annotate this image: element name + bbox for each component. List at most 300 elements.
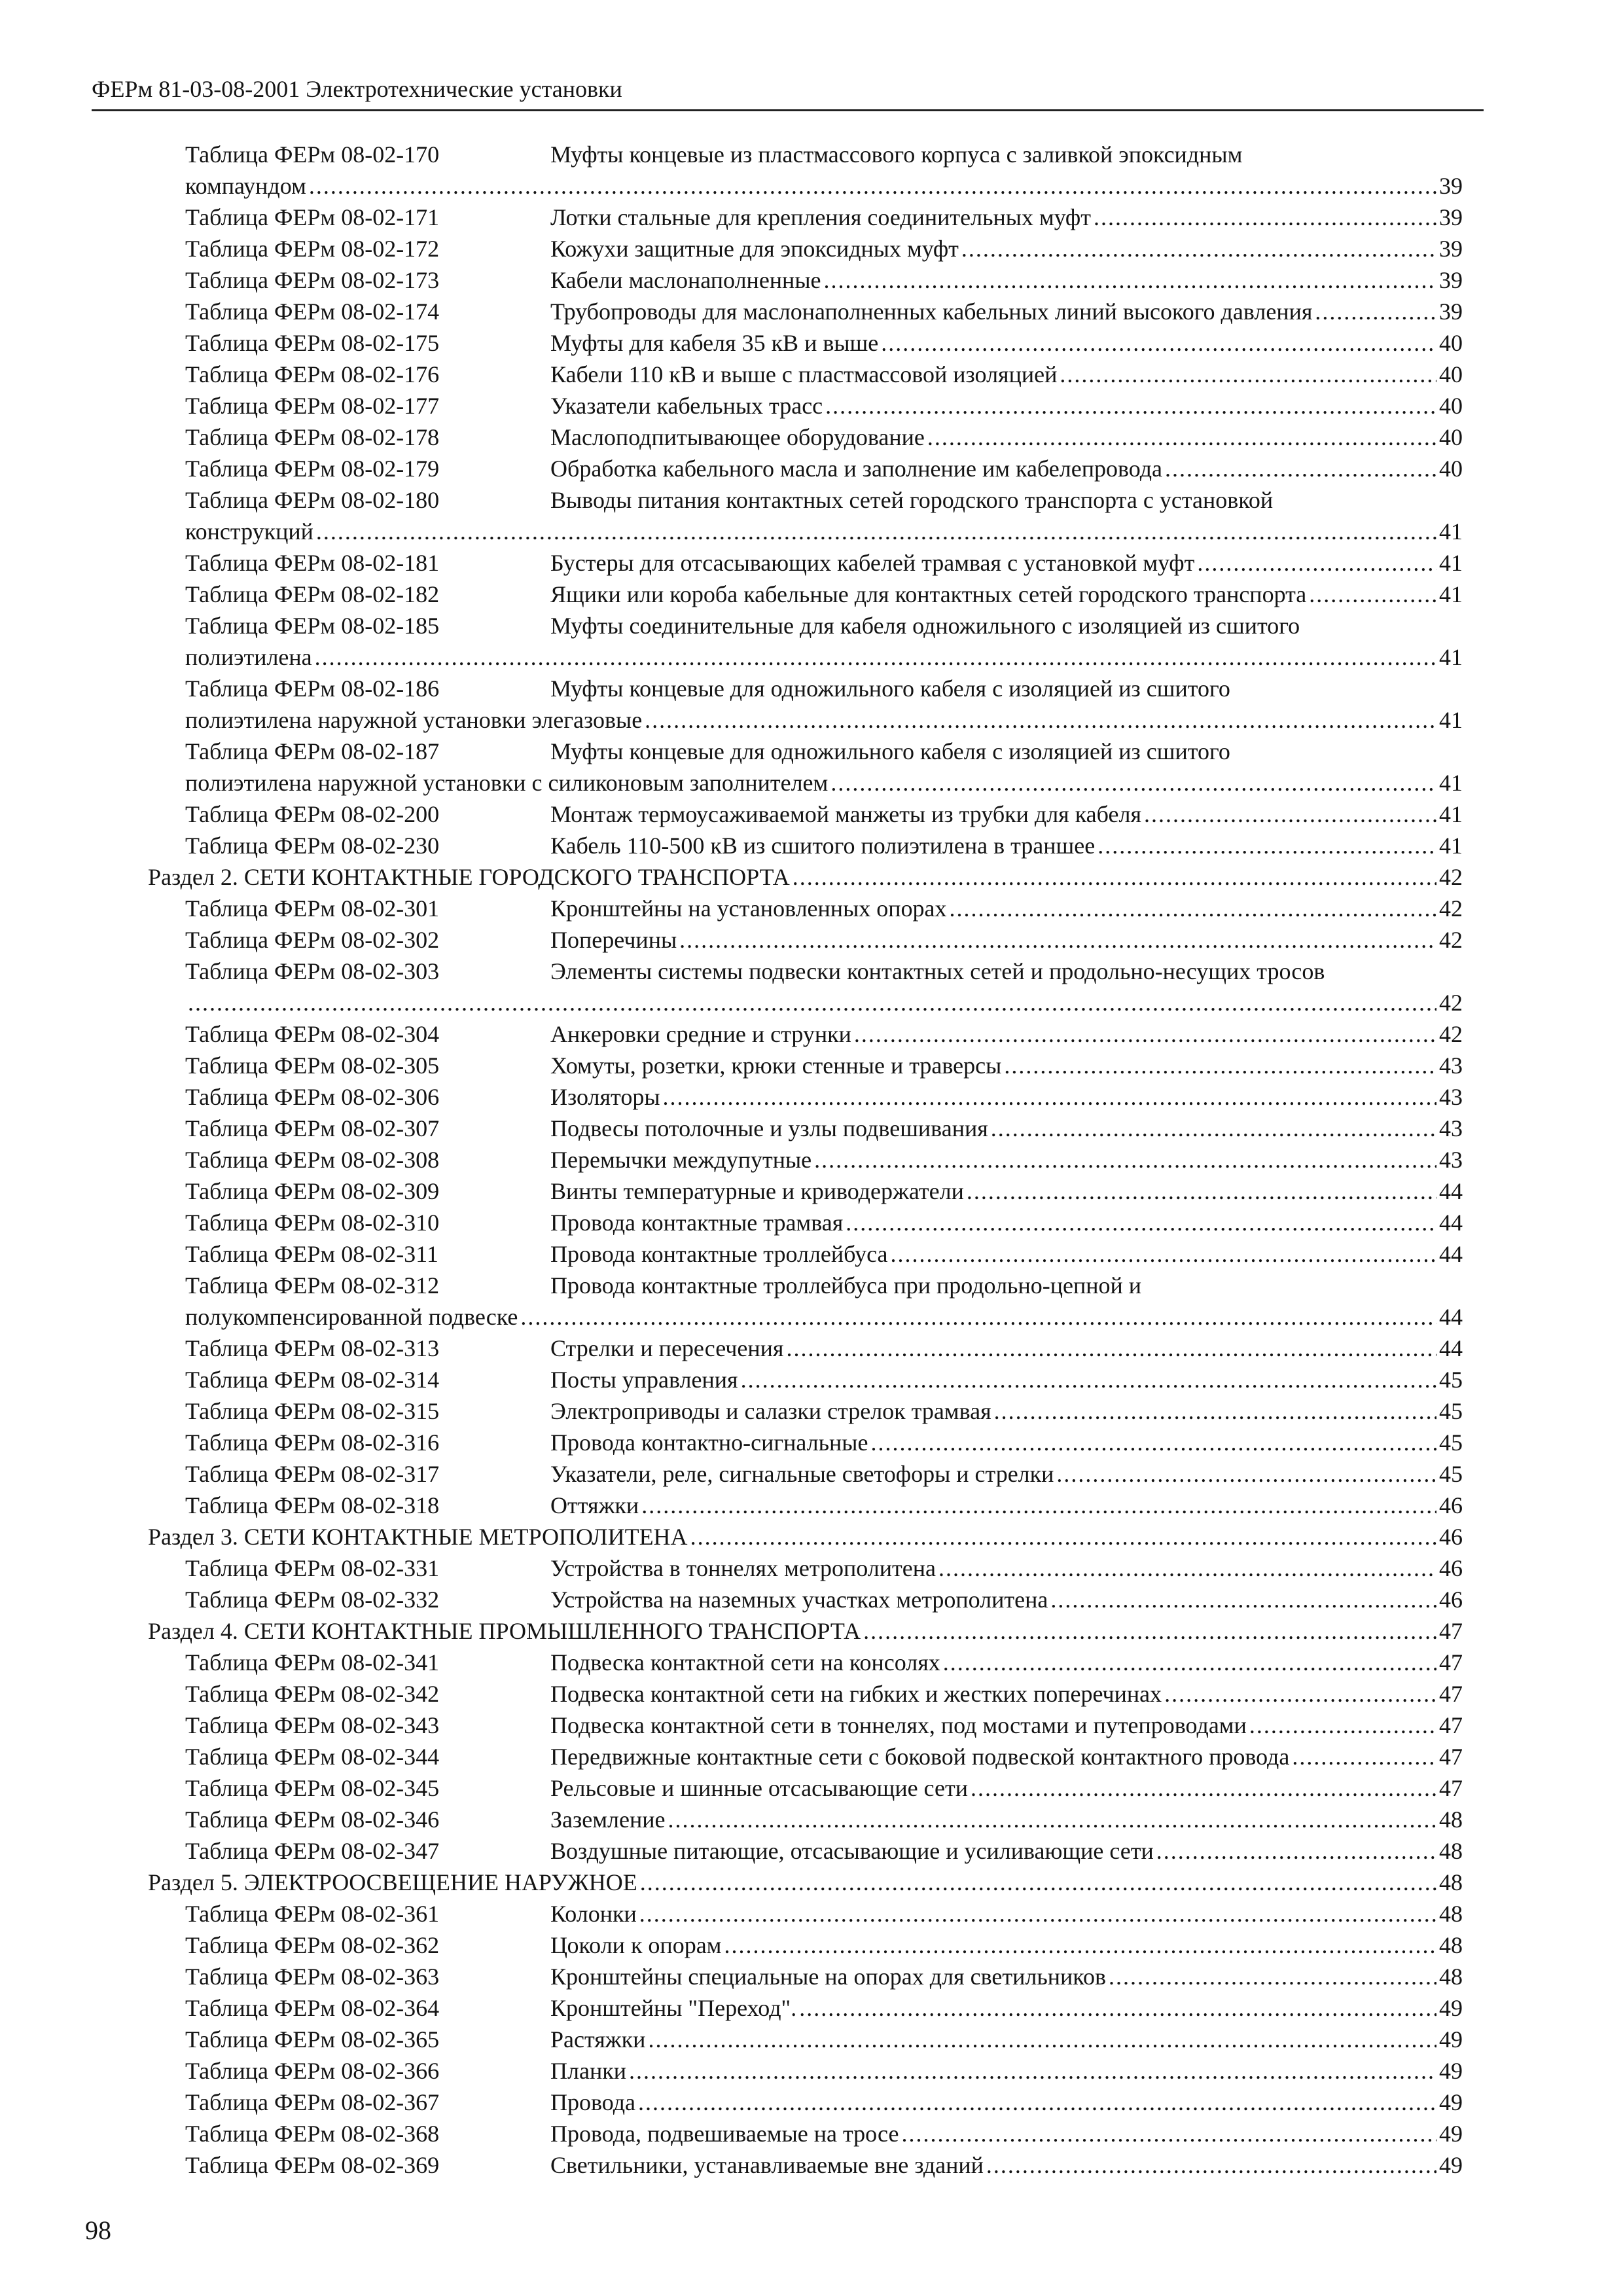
- toc-leader-line: [550, 579, 1463, 610]
- dot-leader: [1144, 798, 1436, 830]
- toc-table-code: Таблица ФЕРм 08-02-305: [185, 1052, 440, 1079]
- dot-leader: [309, 170, 1436, 202]
- toc-entry[interactable]: [0, 1050, 1623, 1081]
- toc-entry[interactable]: [0, 1144, 1623, 1175]
- toc-entry[interactable]: [0, 547, 1623, 579]
- dot-leader: [824, 264, 1437, 296]
- toc-page-number: 43: [1439, 1084, 1463, 1110]
- toc-entry[interactable]: [0, 1804, 1623, 1835]
- toc-leader-line: [550, 390, 1463, 422]
- toc-entry[interactable]: [0, 2055, 1623, 2087]
- toc-table-code: Таблица ФЕРм 08-02-179: [185, 456, 440, 482]
- toc-entry[interactable]: [0, 1458, 1623, 1490]
- toc-table-code: Таблица ФЕРм 08-02-185: [185, 613, 440, 639]
- toc-table-code: Таблица ФЕРм 08-02-331: [185, 1555, 440, 1581]
- toc-entry-title: Трубопроводы для маслонаполненных кабельных линий высокого давления: [550, 298, 1313, 325]
- toc-table-code: Таблица ФЕРм 08-02-343: [185, 1712, 440, 1738]
- toc-entry[interactable]: [0, 798, 1623, 830]
- toc-entry-continuation[interactable]: [0, 767, 1623, 798]
- toc-page-number: 40: [1439, 424, 1463, 450]
- dot-leader: [863, 1615, 1436, 1647]
- toc-table-code: Таблица ФЕРм 08-02-181: [185, 550, 440, 576]
- toc-page-number: 41: [1439, 801, 1463, 827]
- toc-page-number: 48: [1439, 1901, 1463, 1927]
- toc-entry-title: полиэтилена наружной установки с силиконовым заполнителем: [185, 770, 829, 796]
- dot-leader: [1315, 296, 1436, 327]
- toc-table-code: Таблица ФЕРм 08-02-171: [185, 204, 440, 230]
- toc-entry[interactable]: [0, 327, 1623, 359]
- toc-leader-line: [550, 264, 1463, 296]
- dot-leader: [994, 1395, 1436, 1427]
- toc-leader-line: [550, 1081, 1463, 1113]
- toc-leader-line: [550, 359, 1463, 390]
- toc-entry-title: Винты температурные и криводержатели: [550, 1178, 964, 1204]
- dot-leader: [1097, 830, 1436, 861]
- dot-leader: [846, 1207, 1436, 1238]
- toc-entry[interactable]: [0, 1081, 1623, 1113]
- dot-leader: [786, 1333, 1436, 1364]
- toc-page-number: 41: [1439, 518, 1463, 545]
- running-header: ФЕРм 81-03-08-2001 Электротехнические установки: [92, 76, 622, 102]
- toc-page-number: 48: [1439, 1838, 1463, 1864]
- toc-page-number: 45: [1439, 1398, 1463, 1424]
- dot-leader: [1004, 1050, 1436, 1081]
- toc-entry[interactable]: [0, 2024, 1623, 2055]
- toc-entry-title: Цоколи к опорам: [550, 1932, 722, 1958]
- toc-entry[interactable]: [0, 956, 1623, 987]
- dot-leader: [938, 1552, 1436, 1584]
- toc-entry-title: Маслоподпитывающее оборудование: [550, 424, 925, 450]
- toc-entry[interactable]: [0, 1552, 1623, 1584]
- toc-entry[interactable]: [0, 924, 1623, 956]
- toc-page-number: 46: [1439, 1492, 1463, 1518]
- toc-entry-title: Стрелки и пересечения: [550, 1335, 784, 1361]
- toc-entry-title: Подвесы потолочные и узлы подвешивания: [550, 1115, 988, 1141]
- toc-entry-title: Раздел 3. СЕТИ КОНТАКТНЫЕ МЕТРОПОЛИТЕНА: [148, 1524, 688, 1550]
- toc-table-code: Таблица ФЕРм 08-02-367: [185, 2089, 440, 2115]
- toc-entry-title: Рельсовые и шинные отсасывающие сети: [550, 1775, 969, 1801]
- toc-table-code: Таблица ФЕРм 08-02-311: [185, 1241, 438, 1267]
- toc-table-code: Таблица ФЕРм 08-02-332: [185, 1587, 440, 1613]
- toc-entry-title: Перемычки междупутные: [550, 1147, 812, 1173]
- toc-entry-title: Посты управления: [550, 1367, 738, 1393]
- toc-entry-title: Колонки: [550, 1901, 637, 1927]
- toc-entry-title: Устройства в тоннелях метрополитена: [550, 1555, 936, 1581]
- toc-entry[interactable]: [0, 202, 1623, 233]
- toc-table-code: Таблица ФЕРм 08-02-180: [185, 487, 440, 513]
- page-number: 98: [85, 2215, 111, 2245]
- toc-leader-line: [550, 233, 1463, 264]
- toc-table-code: Таблица ФЕРм 08-02-316: [185, 1429, 440, 1456]
- toc-page-number: 41: [1439, 770, 1463, 796]
- dot-leader: [316, 516, 1436, 547]
- toc-entry-title: полиэтилена: [185, 644, 312, 670]
- toc-entry[interactable]: [0, 1333, 1623, 1364]
- toc-leader-line: [550, 296, 1463, 327]
- toc-leader-line: [185, 516, 1463, 547]
- toc-page-number: 41: [1439, 581, 1463, 607]
- toc-page-number: 48: [1439, 1964, 1463, 1990]
- toc-entry-title: Планки: [550, 2058, 626, 2084]
- toc-page-number: 40: [1439, 361, 1463, 387]
- toc-entry[interactable]: [0, 2149, 1623, 2181]
- dot-leader: [799, 1992, 1436, 2024]
- toc-entry[interactable]: [0, 673, 1623, 704]
- toc-table-code: Таблица ФЕРм 08-02-364: [185, 1995, 440, 2021]
- toc-entry-title: Растяжки: [550, 2026, 646, 2053]
- toc-table-code: Таблица ФЕРм 08-02-170: [185, 141, 440, 168]
- toc-entry-title: Указатели, реле, сигнальные светофоры и стрелки: [550, 1461, 1054, 1487]
- dot-leader: [638, 2087, 1436, 2118]
- toc-page-number: 43: [1439, 1115, 1463, 1141]
- toc-entry[interactable]: [0, 1898, 1623, 1929]
- dot-leader: [1165, 453, 1436, 484]
- toc-leader-line: [550, 1333, 1463, 1364]
- dot-leader: [641, 1490, 1436, 1521]
- toc-leader-line: [550, 1238, 1463, 1270]
- toc-leader-line: [550, 1144, 1463, 1175]
- dot-leader: [927, 422, 1436, 453]
- toc-table-code: Таблица ФЕРм 08-02-306: [185, 1084, 440, 1110]
- toc-entry-title: Провода контактные троллейбуса: [550, 1241, 888, 1267]
- toc-entry-title: Светильники, устанавливаемые вне зданий: [550, 2152, 984, 2178]
- toc-leader-line: [550, 2024, 1463, 2055]
- toc-entry[interactable]: [0, 830, 1623, 861]
- toc-leader-line: [148, 1521, 1463, 1552]
- dot-leader: [640, 1867, 1436, 1898]
- toc-entry-title: Электроприводы и салазки стрелок трамвая: [550, 1398, 991, 1424]
- toc-entry[interactable]: [0, 579, 1623, 610]
- dot-leader: [1109, 1961, 1436, 1992]
- toc-leader-line: [550, 1678, 1463, 1710]
- toc-entry[interactable]: [0, 1992, 1623, 2024]
- toc-entry[interactable]: [0, 1427, 1623, 1458]
- toc-entry[interactable]: [0, 1772, 1623, 1804]
- dot-leader: [645, 704, 1436, 736]
- toc-entry-title: Ящики или короба кабельные для контактных сетей городского транспорта: [550, 581, 1307, 607]
- toc-leader-line: [550, 1961, 1463, 1992]
- toc-entry-title: Муфты концевые для одножильного кабеля с изоляцией из сшитого: [550, 675, 1230, 702]
- toc-entry-title: Воздушные питающие, отсасывающие и усиливающие сети: [550, 1838, 1154, 1864]
- toc-leader-line: [185, 704, 1463, 736]
- toc-table-code: Таблица ФЕРм 08-02-363: [185, 1964, 440, 1990]
- dot-leader: [881, 327, 1436, 359]
- toc-leader-line: [550, 1113, 1463, 1144]
- toc-leader-line: [550, 422, 1463, 453]
- toc-entry[interactable]: [0, 1584, 1623, 1615]
- toc-page-number: 44: [1439, 1335, 1463, 1361]
- dot-leader: [971, 1772, 1436, 1804]
- dot-leader: [890, 1238, 1436, 1270]
- dot-leader: [854, 1018, 1436, 1050]
- toc-leader-line: [550, 1741, 1463, 1772]
- toc-entry[interactable]: [0, 893, 1623, 924]
- toc-table-code: Таблица ФЕРм 08-02-346: [185, 1806, 440, 1833]
- toc-entry-continuation[interactable]: [0, 704, 1623, 736]
- toc-page-number: 41: [1439, 644, 1463, 670]
- toc-leader-line: [550, 1490, 1463, 1521]
- toc-leader-line: [550, 453, 1463, 484]
- toc-table-code: Таблица ФЕРм 08-02-342: [185, 1681, 440, 1707]
- toc-entry-title: Провода, подвешиваемые на тросе: [550, 2121, 899, 2147]
- toc-entry[interactable]: [0, 1490, 1623, 1521]
- toc-page-number: 46: [1439, 1524, 1463, 1550]
- toc-page-number: 44: [1439, 1304, 1463, 1330]
- toc-entry-title: Подвеска контактной сети в тоннелях, под мостами и путепроводами: [550, 1712, 1247, 1738]
- toc-entry[interactable]: [0, 1678, 1623, 1710]
- toc-entry-title: Подвеска контактной сети на гибких и жестких поперечинах: [550, 1681, 1162, 1707]
- toc-entry[interactable]: [0, 1270, 1623, 1301]
- toc-page-number: 40: [1439, 456, 1463, 482]
- toc-entry-title: Провода контактные трамвая: [550, 1210, 844, 1236]
- toc-entry-continuation[interactable]: [0, 641, 1623, 673]
- toc-page-number: 39: [1439, 236, 1463, 262]
- toc-page-number: 42: [1439, 864, 1463, 890]
- toc-entry-title: Кронштейны "Переход".: [550, 1995, 797, 2021]
- toc-entry-title: Хомуты, розетки, крюки стенные и траверсы: [550, 1052, 1002, 1079]
- toc-table-code: Таблица ФЕРм 08-02-312: [185, 1272, 440, 1299]
- toc-leader-line: [185, 987, 1463, 1018]
- toc-entry[interactable]: [0, 139, 1623, 170]
- toc-page-number: 41: [1439, 707, 1463, 733]
- toc-page-number: 43: [1439, 1147, 1463, 1173]
- toc-entry[interactable]: [0, 736, 1623, 767]
- toc-entry[interactable]: [0, 453, 1623, 484]
- toc-entry[interactable]: [0, 1238, 1623, 1270]
- toc-entry[interactable]: [0, 610, 1623, 641]
- toc-entry-title: Кронштейны на установленных опорах: [550, 895, 947, 922]
- toc-leader-line: [550, 547, 1463, 579]
- dot-leader: [986, 2149, 1436, 2181]
- toc-entry-title: Поперечины: [550, 927, 677, 953]
- toc-page-number: 49: [1439, 2121, 1463, 2147]
- toc-page-number: 41: [1439, 833, 1463, 859]
- toc-leader-line: [148, 861, 1463, 893]
- toc-leader-line: [148, 1867, 1463, 1898]
- toc-table-code: Таблица ФЕРм 08-02-369: [185, 2152, 440, 2178]
- toc-entry[interactable]: [0, 359, 1623, 390]
- dot-leader: [991, 1113, 1436, 1144]
- toc-entry[interactable]: [0, 233, 1623, 264]
- toc-table-code: Таблица ФЕРм 08-02-173: [185, 267, 440, 293]
- table-of-contents: [0, 139, 1623, 2181]
- toc-table-code: Таблица ФЕРм 08-02-309: [185, 1178, 440, 1204]
- dot-leader: [648, 2024, 1436, 2055]
- dot-leader: [663, 1081, 1436, 1113]
- toc-entry-title: Муфты соединительные для кабеля одножильного с изоляцией из сшитого: [550, 613, 1300, 639]
- toc-page-number: 45: [1439, 1429, 1463, 1456]
- toc-leader-line: [550, 327, 1463, 359]
- toc-table-code: Таблица ФЕРм 08-02-310: [185, 1210, 440, 1236]
- toc-entry[interactable]: [0, 1395, 1623, 1427]
- toc-entry-title: Раздел 5. ЭЛЕКТРООСВЕЩЕНИЕ НАРУЖНОЕ: [148, 1869, 637, 1895]
- toc-page-number: 42: [1439, 927, 1463, 953]
- toc-page-number: 39: [1439, 298, 1463, 325]
- toc-entry[interactable]: [0, 1741, 1623, 1772]
- dot-leader: [679, 924, 1436, 956]
- toc-entry-title: Устройства на наземных участках метрополитена: [550, 1587, 1048, 1613]
- toc-entry[interactable]: [0, 1961, 1623, 1992]
- toc-page-number: 48: [1439, 1869, 1463, 1895]
- toc-page-number: 46: [1439, 1587, 1463, 1613]
- toc-table-code: Таблица ФЕРм 08-02-200: [185, 801, 440, 827]
- toc-entry[interactable]: [0, 1929, 1623, 1961]
- toc-table-code: Таблица ФЕРм 08-02-341: [185, 1649, 440, 1676]
- dot-leader: [315, 641, 1436, 673]
- toc-entry-title: Бустеры для отсасывающих кабелей трамвая с установкой муфт: [550, 550, 1195, 576]
- dot-leader: [741, 1364, 1436, 1395]
- toc-page-number: 42: [1439, 1021, 1463, 1047]
- toc-section-entry[interactable]: [0, 1615, 1623, 1647]
- toc-leader-line: [550, 202, 1463, 233]
- dot-leader: [690, 1521, 1436, 1552]
- toc-entry[interactable]: [0, 296, 1623, 327]
- dot-leader: [1056, 1458, 1436, 1490]
- toc-page-number: 49: [1439, 2152, 1463, 2178]
- toc-section-entry[interactable]: [0, 1867, 1623, 1898]
- dot-leader: [668, 1804, 1436, 1835]
- toc-leader-line: [185, 170, 1463, 202]
- toc-table-code: Таблица ФЕРм 08-02-365: [185, 2026, 440, 2053]
- dot-leader: [1156, 1835, 1436, 1867]
- toc-entry-continuation[interactable]: [0, 1301, 1623, 1333]
- toc-section-entry[interactable]: [0, 1521, 1623, 1552]
- toc-page-number: 49: [1439, 1995, 1463, 2021]
- toc-entry-title: Оттяжки: [550, 1492, 639, 1518]
- toc-table-code: Таблица ФЕРм 08-02-176: [185, 361, 440, 387]
- toc-page-number: 47: [1439, 1649, 1463, 1676]
- toc-entry-title: Анкеровки средние и струнки: [550, 1021, 851, 1047]
- dot-leader: [950, 893, 1437, 924]
- toc-table-code: Таблица ФЕРм 08-02-344: [185, 1744, 440, 1770]
- toc-leader-line: [550, 1552, 1463, 1584]
- dot-leader: [1292, 1741, 1436, 1772]
- toc-entry[interactable]: [0, 1364, 1623, 1395]
- dot-leader: [943, 1647, 1436, 1678]
- dot-leader: [724, 1929, 1436, 1961]
- toc-entry-title: Кабели 110 кВ и выше с пластмассовой изоляцией: [550, 361, 1058, 387]
- toc-entry-title: Лотки стальные для крепления соединительных муфт: [550, 204, 1091, 230]
- toc-entry[interactable]: [0, 2087, 1623, 2118]
- toc-entry-title: полиэтилена наружной установки элегазовые: [185, 707, 643, 733]
- toc-entry[interactable]: [0, 390, 1623, 422]
- toc-leader-line: [550, 1898, 1463, 1929]
- toc-entry-title: Провода контактные троллейбуса при продольно-цепной и: [550, 1272, 1142, 1299]
- toc-table-code: Таблица ФЕРм 08-02-301: [185, 895, 440, 922]
- toc-table-code: Таблица ФЕРм 08-02-347: [185, 1838, 440, 1864]
- toc-entry-continuation[interactable]: [0, 516, 1623, 547]
- toc-page-number: 46: [1439, 1555, 1463, 1581]
- toc-entry-title: компаундом: [185, 173, 306, 199]
- toc-leader-line: [550, 1427, 1463, 1458]
- toc-leader-line: [185, 767, 1463, 798]
- toc-table-code: Таблица ФЕРм 08-02-317: [185, 1461, 440, 1487]
- toc-leader-line: [550, 1992, 1463, 2024]
- dot-leader: [825, 390, 1436, 422]
- header-rule: [92, 109, 1484, 111]
- toc-table-code: Таблица ФЕРм 08-02-174: [185, 298, 440, 325]
- toc-entry[interactable]: [0, 1175, 1623, 1207]
- toc-entry[interactable]: [0, 422, 1623, 453]
- toc-entry[interactable]: [0, 1835, 1623, 1867]
- toc-page-number: 44: [1439, 1178, 1463, 1204]
- toc-table-code: Таблица ФЕРм 08-02-366: [185, 2058, 440, 2084]
- toc-page-number: 45: [1439, 1461, 1463, 1487]
- toc-leader-line: [550, 893, 1463, 924]
- toc-entry-title: Выводы питания контактных сетей городского транспорта с установкой: [550, 487, 1274, 513]
- toc-page-number: 48: [1439, 1932, 1463, 1958]
- toc-table-code: Таблица ФЕРм 08-02-230: [185, 833, 440, 859]
- toc-leader-line: [550, 1804, 1463, 1835]
- toc-entry-title: Кабель 110-500 кВ из сшитого полиэтилена в траншее: [550, 833, 1096, 859]
- toc-table-code: Таблица ФЕРм 08-02-345: [185, 1775, 440, 1801]
- toc-table-code: Таблица ФЕРм 08-02-368: [185, 2121, 440, 2147]
- toc-entry-continuation[interactable]: [0, 987, 1623, 1018]
- toc-leader-line: [550, 798, 1463, 830]
- toc-leader-line: [550, 2055, 1463, 2087]
- dot-leader: [1164, 1678, 1436, 1710]
- dot-leader: [520, 1301, 1436, 1333]
- toc-entry[interactable]: [0, 1647, 1623, 1678]
- toc-entry[interactable]: [0, 1113, 1623, 1144]
- toc-entry-title: Кожухи защитные для эпоксидных муфт: [550, 236, 959, 262]
- toc-page-number: 49: [1439, 2058, 1463, 2084]
- toc-page-number: 40: [1439, 330, 1463, 356]
- dot-leader: [629, 2055, 1436, 2087]
- toc-leader-line: [550, 1710, 1463, 1741]
- toc-leader-line: [550, 2118, 1463, 2149]
- dot-leader: [793, 861, 1436, 893]
- toc-table-code: Таблица ФЕРм 08-02-313: [185, 1335, 440, 1361]
- toc-page-number: 48: [1439, 1806, 1463, 1833]
- toc-entry[interactable]: [0, 2118, 1623, 2149]
- toc-entry-title: Муфты концевые для одножильного кабеля с изоляцией из сшитого: [550, 738, 1230, 764]
- toc-leader-line: [550, 1018, 1463, 1050]
- toc-leader-line: [550, 830, 1463, 861]
- toc-entry-title: Муфты концевые из пластмассового корпуса с заливкой эпоксидным: [550, 141, 1243, 168]
- toc-entry-title: Элементы системы подвески контактных сетей и продольно-несущих тросов: [550, 958, 1325, 984]
- toc-entry-title: Указатели кабельных трасс: [550, 393, 823, 419]
- toc-entry[interactable]: [0, 484, 1623, 516]
- dot-leader: [830, 767, 1436, 798]
- toc-leader-line: [148, 1615, 1463, 1647]
- toc-leader-line: [550, 1175, 1463, 1207]
- toc-leader-line: [550, 924, 1463, 956]
- toc-entry-title: Провода: [550, 2089, 636, 2115]
- toc-table-code: Таблица ФЕРм 08-02-304: [185, 1021, 440, 1047]
- dot-leader: [1197, 547, 1436, 579]
- toc-entry[interactable]: [0, 264, 1623, 296]
- toc-page-number: 47: [1439, 1744, 1463, 1770]
- toc-entry[interactable]: [0, 1018, 1623, 1050]
- toc-entry[interactable]: [0, 1710, 1623, 1741]
- dot-leader: [870, 1427, 1436, 1458]
- toc-leader-line: [550, 2149, 1463, 2181]
- toc-table-code: Таблица ФЕРм 08-02-303: [185, 958, 440, 984]
- toc-entry-title: Провода контактно-сигнальные: [550, 1429, 868, 1456]
- toc-entry-title: Муфты для кабеля 35 кВ и выше: [550, 330, 879, 356]
- toc-leader-line: [185, 641, 1463, 673]
- toc-table-code: Таблица ФЕРм 08-02-315: [185, 1398, 440, 1424]
- toc-leader-line: [185, 1301, 1463, 1333]
- toc-entry[interactable]: [0, 1207, 1623, 1238]
- toc-entry-title: Заземление: [550, 1806, 666, 1833]
- toc-entry-continuation[interactable]: [0, 170, 1623, 202]
- toc-entry-title: Изоляторы: [550, 1084, 660, 1110]
- toc-section-entry[interactable]: [0, 861, 1623, 893]
- toc-leader-line: [550, 1207, 1463, 1238]
- toc-table-code: Таблица ФЕРм 08-02-175: [185, 330, 440, 356]
